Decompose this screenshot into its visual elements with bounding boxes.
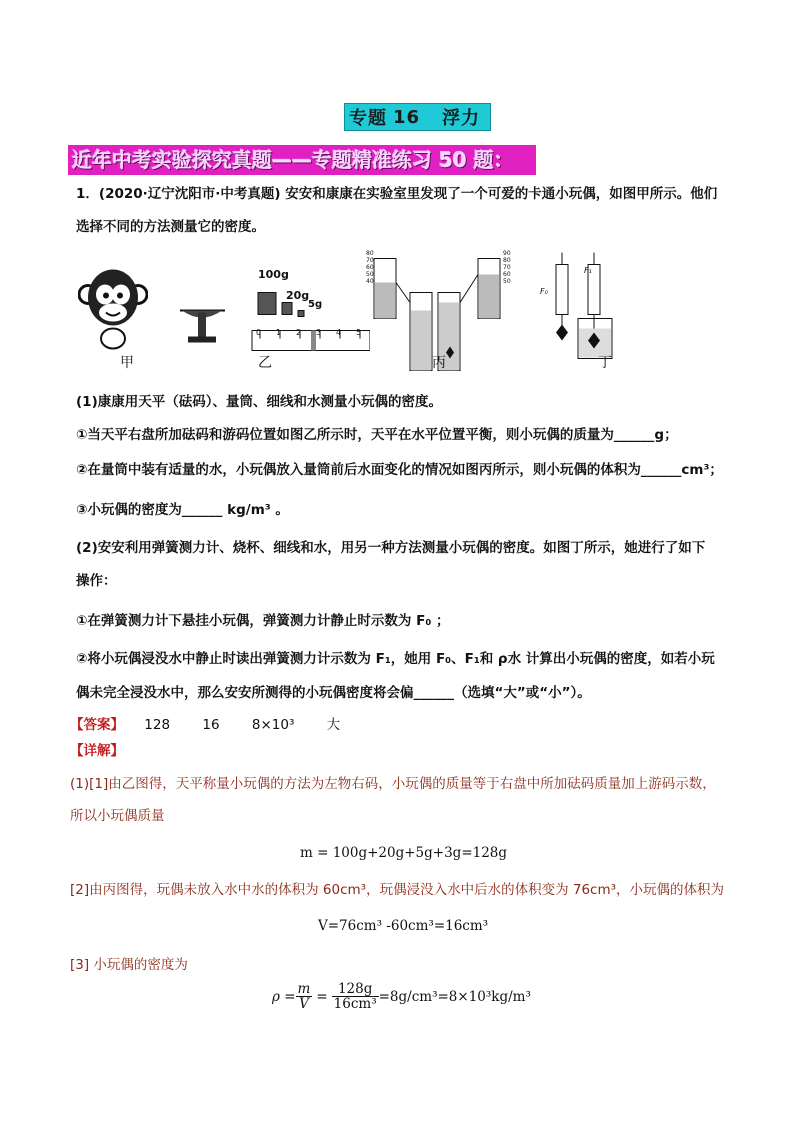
- answer-value: 8×10³: [251, 717, 295, 733]
- ruler-tick: 5: [356, 328, 362, 337]
- cylinder-right-scale: [503, 250, 511, 285]
- answer-value: 128: [144, 717, 171, 733]
- label-f0: F₀: [540, 287, 548, 296]
- section-banner: 近年中考实验探究真题——专题精准练习 50 题：: [68, 145, 536, 175]
- answer-value: 16: [202, 717, 220, 733]
- detail-step-1-line-1: (1)[1]由乙图得，天平称量小玩偶的方法为左物右码，小玩偶的质量等于右盘中所加砝码质量加上游码示数，: [70, 776, 716, 792]
- scale-tick: 50: [366, 271, 374, 278]
- scale-tick: 60: [503, 271, 511, 278]
- scale-tick: 80: [366, 250, 374, 257]
- topic-name: 浮力: [442, 108, 481, 129]
- detail-step-1-line-2: 所以小玩偶质量: [70, 808, 165, 824]
- topic-prefix: 专题: [349, 108, 387, 129]
- scale-tick: 70: [366, 257, 374, 264]
- ruler-tick: 4: [336, 328, 342, 337]
- monkey-figure: [78, 245, 148, 380]
- fraction-denominator: 16cm³: [333, 996, 377, 1012]
- scale-tick: 50: [503, 278, 511, 285]
- part2-line-2: 操作：: [76, 573, 117, 589]
- label-yi: 乙: [258, 355, 272, 371]
- scale-tick: 60: [366, 264, 374, 271]
- subquestion-1: ①当天平右盘所加砝码和游码位置如图乙所示时，天平在水平位置平衡，则小玩偶的质量为______g；: [76, 427, 678, 443]
- scale-tick: 70: [503, 264, 511, 271]
- ruler-tick: 2: [296, 328, 302, 337]
- subquestion-3: ③小玩偶的密度为______ kg/m³ 。: [76, 502, 289, 518]
- subquestion-5-line-2: 偶未完全浸没水中，那么安安所测得的小玩偶密度将会偏______（选填“大”或“小”）。: [76, 685, 591, 701]
- subquestion-5-line-1: ②将小玩偶浸没水中静止时读出弹簧测力计示数为 F₁，她用 F₀、F₁和 ρ水 计算出小玩偶的密度，如若小玩: [76, 651, 715, 667]
- answer-value: 大: [326, 717, 341, 733]
- scale-tick: 40: [366, 278, 374, 285]
- label-f1: F₁: [584, 266, 592, 275]
- fraction-values: [332, 982, 379, 1011]
- ruler-tick: 0: [256, 328, 262, 337]
- weight-20g-label: 20g: [286, 289, 310, 302]
- question-line-1: 1．(2020·辽宁沈阳市·中考真题) 安安和康康在实验室里发现了一个可爱的卡通小玩偶，如图甲所示。他们: [76, 186, 718, 202]
- equals-sign: =: [316, 988, 328, 1005]
- ruler-tick: 3: [316, 328, 322, 337]
- scale-tick: 80: [503, 257, 511, 264]
- equation-density: [272, 982, 531, 1011]
- label-jia: 甲: [120, 355, 134, 371]
- detail-step-3: [3] 小玩偶的密度为: [70, 957, 188, 973]
- density-symbol: ρ =: [272, 988, 296, 1005]
- topic-title: [344, 103, 491, 131]
- question-line-2: 选择不同的方法测量它的密度。: [76, 219, 265, 235]
- subquestion-4: ①在弹簧测力计下悬挂小玩偶，弹簧测力计静止时示数为 F₀ ；: [76, 613, 450, 629]
- fraction-numerator: 128g: [332, 982, 379, 997]
- subquestion-2: ②在量筒中装有适量的水，小玩偶放入量筒前后水面变化的情况如图丙所示，则小玩偶的体积为______cm³；: [76, 462, 723, 478]
- part1-intro: (1)康康用天平（砝码）、量筒、细线和水测量小玩偶的密度。: [76, 394, 442, 410]
- fraction-numerator: m: [297, 981, 311, 997]
- detail-step-2: [2]由丙图得，玩偶未放入水中水的体积为 60cm³，玩偶浸没入水中后水的体积变为 76cm³，小玩偶的体积为: [70, 882, 725, 898]
- answer-row: [70, 716, 730, 734]
- topic-number: 16: [393, 106, 421, 128]
- cylinder-left-scale: [366, 250, 374, 285]
- fraction-m-over-v: [296, 982, 313, 1011]
- fraction-denominator: V: [299, 996, 309, 1012]
- detail-label: 【详解】: [70, 743, 124, 759]
- equation-volume: V=76cm³ -60cm³=16cm³: [318, 918, 489, 934]
- label-bing: 丙: [432, 355, 446, 371]
- label-ding: 丁: [598, 355, 612, 371]
- answer-label: 【答案】: [70, 717, 124, 733]
- ruler-tick: 1: [276, 328, 282, 337]
- scale-tick: 90: [503, 250, 511, 257]
- equation-mass: m = 100g+20g+5g+3g=128g: [300, 845, 508, 861]
- weight-5g-label: 5g: [308, 299, 323, 310]
- weight-100g-label: 100g: [258, 268, 289, 281]
- part2-line-1: (2)安安利用弹簧测力计、烧杯、细线和水，用另一种方法测量小玩偶的密度。如图丁所示，她进行了如下: [76, 540, 706, 556]
- density-result: =8g/cm³=8×10³kg/m³: [378, 988, 531, 1005]
